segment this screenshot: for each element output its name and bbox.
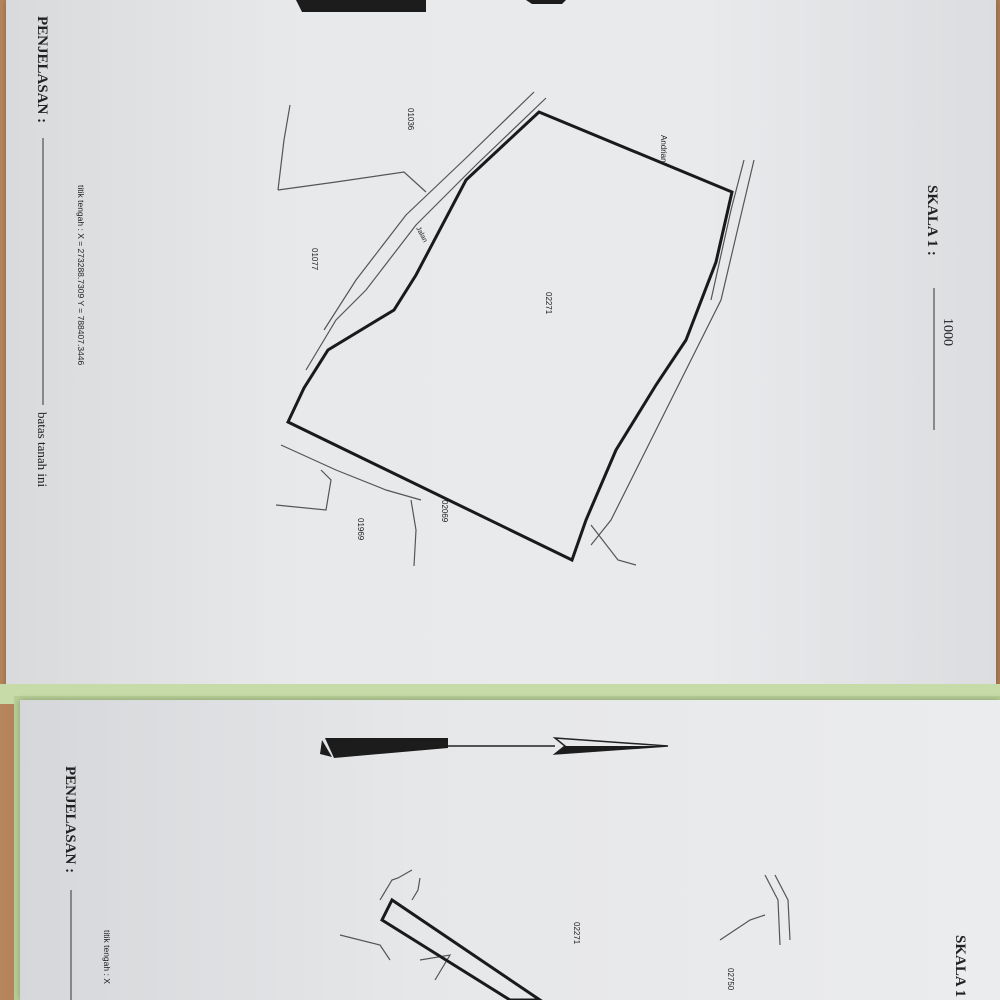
parcel-label-bottom-other: 02750 (726, 968, 735, 991)
scale-value: 1000 (940, 318, 955, 346)
parcel-boundary-bottom (382, 900, 540, 1000)
center-point-coordinates: titik tengah : X = 273288.7309 Y = 788407.3446 (76, 185, 86, 366)
survey-sheet-top (6, 0, 996, 690)
road-label: Jalan (414, 225, 429, 244)
owner-name: Andriani (659, 135, 668, 165)
parcel-label-north-east: 02069 (440, 500, 449, 523)
parcel-label-south: 01077 (310, 248, 319, 271)
boundary-note: batas tanah ini (35, 412, 50, 488)
neighbour-boundaries (276, 92, 754, 566)
north-arrow-shaft-left (325, 738, 448, 758)
explanation-label-bottom: PENJELASAN : (62, 766, 78, 874)
parcel-label-south-west: 01036 (406, 108, 415, 131)
parcel-label-east: 01969 (356, 518, 365, 541)
center-point-bottom: titik tengah : X (102, 930, 112, 984)
scale-label: SKALA 1 : (924, 185, 940, 256)
parcel-label-main: 02271 (544, 292, 553, 315)
north-arrow-fragment-left (296, 0, 426, 12)
north-arrow-fragment-right (526, 0, 566, 4)
parcel-label-bottom-main: 02271 (572, 922, 581, 945)
neighbour-boundaries-bottom (340, 870, 790, 980)
explanation-label: PENJELASAN : (34, 16, 50, 124)
survey-drawing-top (6, 0, 996, 690)
scale-label-bottom: SKALA 1 (952, 935, 968, 998)
survey-drawing-bottom (20, 700, 1000, 1000)
survey-sheet-bottom (20, 700, 1000, 1000)
